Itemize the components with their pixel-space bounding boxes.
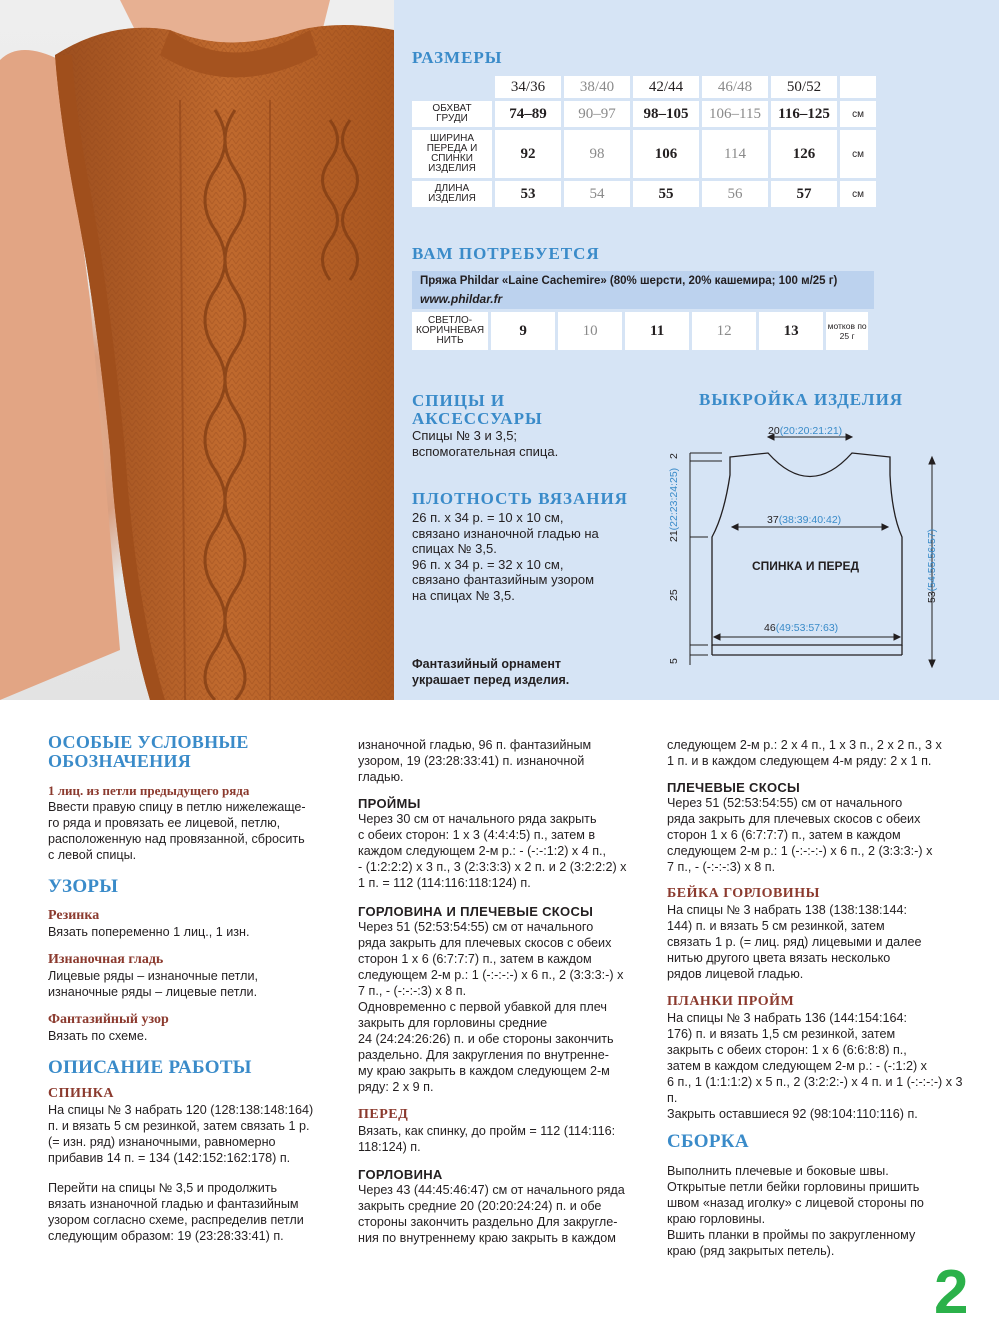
col2-intro: изнаночной гладью, 96 п. фантазийным узором, 19 (23:28:33:41) п. изнаночной гладью. bbox=[358, 738, 592, 784]
table-cell: 9 bbox=[491, 312, 555, 350]
armhole-text: Через 30 см от начального ряда закрыть с обеих сторон: 1 х 3 (4:4:4:5) п., затем в каждом следующем 2-м р.: - (-:-:1:2) х 4 п., - (1:2:2:2) х 3 п., 3 (2:3:3:3) х 2 п. и 2 (3:2:2:2) х 1 п. = 112 (114:116:118:124) п. bbox=[358, 812, 627, 890]
rib-text: Вязать попеременно 1 лиц., 1 изн. bbox=[48, 925, 250, 939]
table-cell: 114 bbox=[702, 130, 768, 178]
column-2 bbox=[358, 737, 656, 1246]
table-cell: 53 bbox=[495, 181, 561, 207]
column-1 bbox=[48, 733, 348, 1244]
unit-cell: мотков по 25 г bbox=[826, 312, 868, 350]
table-cell: 13 bbox=[759, 312, 823, 350]
rib-height-label: 5 bbox=[668, 658, 680, 664]
back-text-1: На спицы № 3 набрать 120 (128:138:148:164) п. и вязать 5 см резинкой, затем связать 1 р. (= изн. ряд) изнаночными, равномерно прибавив 14 п. = 134 (142:152:162:178) п. bbox=[48, 1103, 314, 1165]
assembly-text: Выполнить плечевые и боковые швы. Открытые петли бейки горловины пришить швом «назад иголку» с лицевой стороны по краю горловины. Вшить планки в проймы по закругленному краю (ряд закрытых петель). bbox=[667, 1164, 924, 1258]
column-3 bbox=[667, 737, 967, 1259]
armhole-height-label: 21(22:23:24:25) bbox=[668, 467, 680, 542]
body-height-label: 25 bbox=[668, 589, 680, 601]
armband-title: ПЛАНКИ ПРОЙМ bbox=[667, 994, 795, 1009]
front-title: ПЕРЕД bbox=[358, 1107, 409, 1122]
yarn-box bbox=[412, 271, 874, 309]
size-header: 42/44 bbox=[633, 76, 699, 98]
tools-title: СПИЦЫ И АКСЕССУАРЫ bbox=[412, 391, 543, 428]
table-cell: 90–97 bbox=[564, 101, 630, 127]
table-cell: 92 bbox=[495, 130, 561, 178]
front-note: Фантазийный орнамент украшает перед изделия. bbox=[412, 657, 570, 687]
desc-heading: ОПИСАНИЕ РАБОТЫ bbox=[48, 1057, 252, 1078]
total-height-label: 53(54:55:56:57) bbox=[926, 528, 938, 603]
pattern-diagram bbox=[660, 415, 950, 680]
table-cell: 10 bbox=[558, 312, 622, 350]
back-title: СПИНКА bbox=[48, 1086, 115, 1101]
neckband-title: БЕЙКА ГОРЛОВИНЫ bbox=[667, 886, 820, 901]
size-header: 46/48 bbox=[702, 76, 768, 98]
table-cell: 106 bbox=[633, 130, 699, 178]
page-number: 2 bbox=[934, 1258, 969, 1327]
size-header: 38/40 bbox=[564, 76, 630, 98]
table-cell: 12 bbox=[692, 312, 756, 350]
neckband-text: На спицы № 3 набрать 138 (138:138:144: 144) п. и вязать 5 см резинкой, затем связать 1 р. (= лиц. ряд) лицевыми и далее нитью другого цвета вязать несколько рядов лицевой гладью. bbox=[667, 903, 922, 981]
yarn-table bbox=[409, 309, 871, 353]
yarn-site: www.phildar.fr bbox=[420, 292, 503, 306]
rev-text: Лицевые ряды – изнаночные петли, изнаночные ряды – лицевые петли. bbox=[48, 969, 259, 999]
sizes-title: РАЗМЕРЫ bbox=[412, 48, 503, 67]
table-cell: 126 bbox=[771, 130, 837, 178]
table-cell: 56 bbox=[702, 181, 768, 207]
rev-title: Изнаночная гладь bbox=[48, 952, 164, 967]
sweater-photo bbox=[0, 0, 394, 700]
size-header: 50/52 bbox=[771, 76, 837, 98]
fancy-title: Фантазийный узор bbox=[48, 1012, 169, 1027]
table-cell: 98 bbox=[564, 130, 630, 178]
neck-shoulder-title: ГОРЛОВИНА И ПЛЕЧЕВЫЕ СКОСЫ bbox=[358, 904, 594, 919]
row-label: СВЕТЛО-КОРИЧНЕВАЯ НИТЬ bbox=[412, 312, 488, 350]
unit-cell: см bbox=[840, 181, 876, 207]
table-cell: 55 bbox=[633, 181, 699, 207]
front-text: Вязать, как спинку, до пройм = 112 (114:116: 118:124) п. bbox=[358, 1124, 616, 1154]
neck-width-label: 20(20:20:21:21) bbox=[768, 425, 843, 437]
unit-cell: см bbox=[840, 130, 876, 178]
fancy-text: Вязать по схеме. bbox=[48, 1029, 148, 1043]
materials-title: ВАМ ПОТРЕБУЕТСЯ bbox=[412, 244, 600, 263]
shoulder-height-label: 2 bbox=[668, 453, 680, 459]
back-text-2: Перейти на спицы № 3,5 и продолжить вязать изнаночной гладью и фантазийным узором согласно схеме, распределив петли следующим образом: 19 (23:28:33:41) п. bbox=[48, 1181, 304, 1243]
neck-shoulder-text: Через 51 (52:53:54:55) см от начального ряда закрыть для плечевых скосов с обеих сторон 1 х 6 (6:7:7:7) п., затем в каждом следующем 2-м р.: 1 (-:-:-:-) х 6 п., 2 (3:3:3:-) х 7 п., - (-:-:-:3) х 8 п. Одновременно с первой убавкой для плеч закрыть для горловины средние 24 (24:24:26:26) п. и обе стороны закончить раздельно. Для закругления по внутренне- му краю закрыть в каждом следующем 2-м ряду: 2 х 9 п. bbox=[358, 920, 624, 1094]
sweater-illustration bbox=[0, 0, 394, 700]
tools-text: Спицы № 3 и 3,5; вспомогательная спица. bbox=[412, 428, 559, 459]
bottom-width-label: 46(49:53:57:63) bbox=[764, 622, 839, 634]
gauge-title: ПЛОТНОСТЬ ВЯЗАНИЯ bbox=[412, 489, 628, 508]
shoulder-title: ПЛЕЧЕВЫЕ СКОСЫ bbox=[667, 780, 801, 795]
special-text: Ввести правую спицу в петлю нижележаще- го ряда и провязать ее лицевой, петлю, расположенную над провязанной, сбросить с левой спицы. bbox=[48, 800, 306, 862]
armband-text: На спицы № 3 набрать 136 (144:154:164: 176) п. и вязать 1,5 см резинкой, затем закрыть с обеих сторон: 1 х 6 (6:6:8:8) п., затем в каждом следующем 2-м р.: - (-:1:2) х 6 п., 1 (1:1:1:2) х 5 п., 2 (3:2:2:-) х 4 п. и 1 (-:-:-:-) х 3 п. Закрыть оставшиеся 92 (98:104:110:116) п. bbox=[667, 1011, 963, 1121]
chest-width-label: 37(38:39:40:42) bbox=[767, 514, 842, 526]
yarn-line: Пряжа Phildar «Laine Cachemire» (80% шерсти, 20% кашемира; 100 м/25 г) bbox=[420, 275, 838, 287]
table-cell: 74–89 bbox=[495, 101, 561, 127]
special-heading: ОСОБЫЕ УСЛОВНЫЕ ОБОЗНАЧЕНИЯ bbox=[48, 732, 249, 771]
rib-title: Резинка bbox=[48, 908, 100, 923]
table-cell: 106–115 bbox=[702, 101, 768, 127]
table-cell: 98–105 bbox=[633, 101, 699, 127]
front-neck-title: ГОРЛОВИНА bbox=[358, 1167, 443, 1182]
table-cell: 116–125 bbox=[771, 101, 837, 127]
row-label: ДЛИНА ИЗДЕЛИЯ bbox=[412, 181, 492, 207]
piece-label: СПИНКА И ПЕРЕД bbox=[752, 559, 860, 573]
sizes-table bbox=[409, 73, 879, 210]
pattern-title: ВЫКРОЙКА ИЗДЕЛИЯ bbox=[699, 390, 904, 409]
table-cell: 11 bbox=[625, 312, 689, 350]
table-cell: 57 bbox=[771, 181, 837, 207]
patterns-heading: УЗОРЫ bbox=[48, 876, 119, 897]
assembly-heading: СБОРКА bbox=[667, 1131, 749, 1152]
size-header: 34/36 bbox=[495, 76, 561, 98]
col3-intro: следующем 2-м р.: 2 х 4 п., 1 х 3 п., 2 х 2 п., 3 х 1 п. и в каждом следующем 4-м ряду: 2 х 1 п. bbox=[667, 738, 942, 768]
table-cell: 54 bbox=[564, 181, 630, 207]
row-label: ШИРИНА ПЕРЕДА И СПИНКИ ИЗДЕЛИЯ bbox=[412, 130, 492, 178]
unit-cell: см bbox=[840, 101, 876, 127]
armhole-title: ПРОЙМЫ bbox=[358, 796, 421, 811]
special-sub: 1 лиц. из петли предыдущего ряда bbox=[48, 783, 250, 798]
front-neck-text: Через 43 (44:45:46:47) см от начального ряда закрыть средние 20 (20:20:24:24) п. и обе стороны закончить раздельно Для закругле- ния по внутреннему краю закрыть в каждом bbox=[358, 1183, 625, 1245]
gauge-text: 26 п. х 34 р. = 10 х 10 см, связано изнаночной гладью на спицах № 3,5. 96 п. х 34 р. = 32 х 10 см, связано фантазийным узором на спицах № 3,5. bbox=[412, 510, 599, 603]
row-label: ОБХВАТ ГРУДИ bbox=[412, 101, 492, 127]
shoulder-text: Через 51 (52:53:54:55) см от начального ряда закрыть для плечевых скосов с обеих сторон 1 х 6 (6:7:7:7) п., затем в каждом следующем 2-м р.: 1 (-:-:-:-) х 6 п., 2 (3:3:3:-) х 7 п., - (-:-:-:3) х 8 п. bbox=[667, 796, 933, 874]
